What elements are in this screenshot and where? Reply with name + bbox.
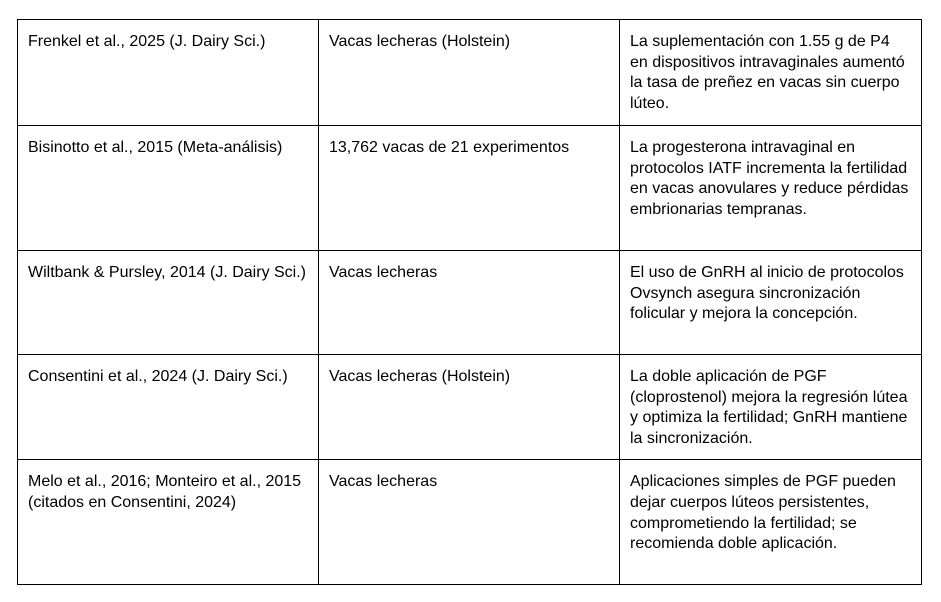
source-cell: Wiltbank & Pursley, 2014 (J. Dairy Sci.): [18, 251, 319, 355]
population-cell: Vacas lecheras: [319, 460, 620, 585]
finding-cell: La doble aplicación de PGF (cloprostenol) mejora la regresión lútea y optimiza la fertilidad; GnRH mantiene la sincronización.: [620, 355, 922, 460]
document-table-container: [17, 19, 922, 585]
table-row: [18, 355, 922, 460]
table-row: [18, 251, 922, 355]
population-cell: Vacas lecheras (Holstein): [319, 355, 620, 460]
population-cell: Vacas lecheras (Holstein): [319, 20, 620, 126]
table-row: [18, 126, 922, 251]
source-cell: Consentini et al., 2024 (J. Dairy Sci.): [18, 355, 319, 460]
source-cell: Frenkel et al., 2025 (J. Dairy Sci.): [18, 20, 319, 126]
source-cell: Bisinotto et al., 2015 (Meta-análisis): [18, 126, 319, 251]
evidence-table: [17, 19, 922, 585]
source-cell: Melo et al., 2016; Monteiro et al., 2015 (citados en Consentini, 2024): [18, 460, 319, 585]
finding-cell: Aplicaciones simples de PGF pueden dejar cuerpos lúteos persistentes, comprometiendo la fertilidad; se recomienda doble aplicación.: [620, 460, 922, 585]
finding-cell: La progesterona intravaginal en protocolos IATF incrementa la fertilidad en vacas anovulares y reduce pérdidas embrionarias tempranas.: [620, 126, 922, 251]
finding-cell: El uso de GnRH al inicio de protocolos Ovsynch asegura sincronización folicular y mejora la concepción.: [620, 251, 922, 355]
population-cell: 13,762 vacas de 21 experimentos: [319, 126, 620, 251]
table-row: [18, 20, 922, 126]
table-row: [18, 460, 922, 585]
population-cell: Vacas lecheras: [319, 251, 620, 355]
finding-cell: La suplementación con 1.55 g de P4 en dispositivos intravaginales aumentó la tasa de preñez en vacas sin cuerpo lúteo.: [620, 20, 922, 126]
